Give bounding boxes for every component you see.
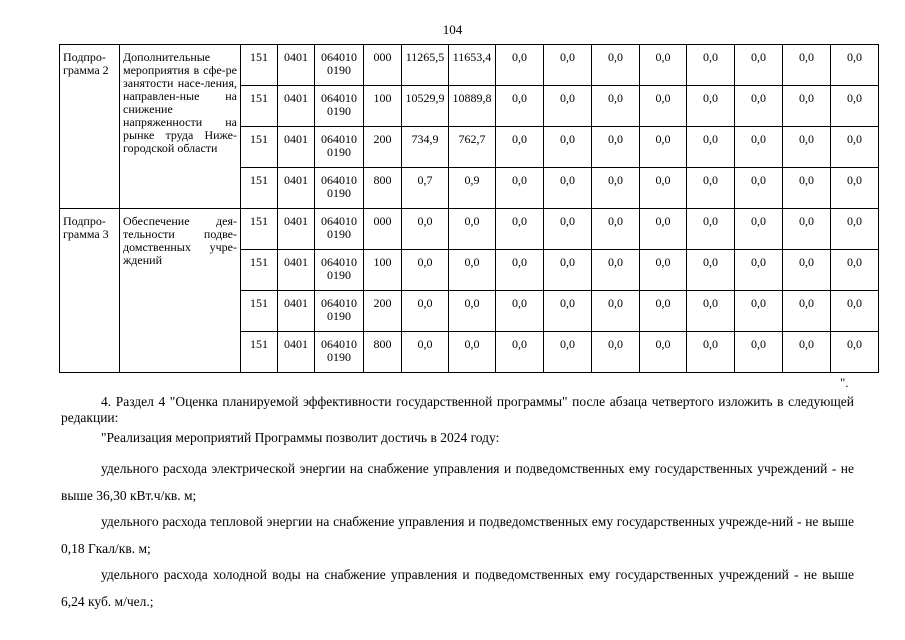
table-cell: 0,0 — [831, 332, 879, 373]
table-cell: 0,0 — [687, 291, 735, 332]
table-cell: 0,0 — [687, 168, 735, 209]
table-cell: 0,0 — [783, 45, 831, 86]
table-cell: 0,0 — [402, 332, 449, 373]
table-cell: 0,0 — [831, 45, 879, 86]
table-cell: 0,0 — [735, 168, 783, 209]
table-cell: 0,0 — [783, 250, 831, 291]
table-cell: 0,0 — [687, 332, 735, 373]
table-cell: 0,0 — [687, 209, 735, 250]
subprogram-description-cell: Обеспечение дея-тельности подве-домственных учре-ждений — [120, 209, 241, 373]
table-cell: 0,0 — [544, 168, 592, 209]
table-cell: 200 — [364, 127, 402, 168]
table-cell: 151 — [241, 168, 278, 209]
table-cell: 200 — [364, 291, 402, 332]
table-cell: 151 — [241, 332, 278, 373]
table-cell: 0,0 — [592, 209, 640, 250]
table-cell: 0,0 — [496, 250, 544, 291]
table-cell: 0,0 — [544, 250, 592, 291]
table-cell: 800 — [364, 332, 402, 373]
table-cell: 0,0 — [496, 332, 544, 373]
table-cell: 064010 0190 — [315, 86, 364, 127]
table-cell: 064010 0190 — [315, 45, 364, 86]
table-cell: 0,0 — [544, 86, 592, 127]
table-cell: 11653,4 — [449, 45, 496, 86]
table-cell: 0,0 — [449, 250, 496, 291]
table-cell: 151 — [241, 291, 278, 332]
table-cell: 0,0 — [544, 127, 592, 168]
table-cell: 0,0 — [449, 291, 496, 332]
table-cell: 0401 — [278, 209, 315, 250]
table-cell: 0,0 — [687, 250, 735, 291]
table-cell: 0,0 — [640, 209, 687, 250]
table-cell: 0,0 — [831, 86, 879, 127]
table-row — [60, 209, 879, 250]
table-cell: 0,0 — [783, 168, 831, 209]
table-cell: 0,0 — [592, 291, 640, 332]
table-cell: 0,0 — [496, 86, 544, 127]
table-cell: 0,0 — [735, 86, 783, 127]
table-cell: 0,0 — [544, 45, 592, 86]
table-cell: 0,0 — [735, 332, 783, 373]
table-cell: 0,0 — [544, 332, 592, 373]
table-cell: 0401 — [278, 291, 315, 332]
table-cell: 0,0 — [449, 209, 496, 250]
closing-quote: ". — [840, 375, 849, 390]
table-cell: 0,0 — [402, 250, 449, 291]
table-cell: 151 — [241, 209, 278, 250]
table-cell: 10529,9 — [402, 86, 449, 127]
table-cell: 0,9 — [449, 168, 496, 209]
table-cell: 000 — [364, 45, 402, 86]
table-cell: 0,0 — [592, 250, 640, 291]
subprogram-cell: Подпро-грамма 3 — [60, 209, 120, 373]
table-cell: 11265,5 — [402, 45, 449, 86]
table-cell: 0,0 — [783, 291, 831, 332]
table-cell: 064010 0190 — [315, 250, 364, 291]
table-cell: 0,0 — [640, 250, 687, 291]
table-cell: 0,0 — [496, 127, 544, 168]
table-cell: 151 — [241, 127, 278, 168]
table-cell: 0,0 — [402, 291, 449, 332]
table-cell: 0,0 — [687, 86, 735, 127]
table-cell: 0,0 — [783, 86, 831, 127]
budget-table — [59, 44, 879, 373]
table-cell: 151 — [241, 86, 278, 127]
subprogram-description-cell: Дополнительные мероприятия в сфе-ре занятости насе-ления, направлен-ные на снижение напряженности на рынке труда Ниже-городской области — [120, 45, 241, 209]
water-target-paragraph: удельного расхода холодной воды на снабжение управления и подведомственных ему государственных учреждений - не выше 6,24 куб. м/чел.; — [61, 567, 854, 609]
table-cell: 0,0 — [783, 209, 831, 250]
table-cell: 0401 — [278, 86, 315, 127]
table-cell: 0,0 — [640, 45, 687, 86]
table-cell: 0,0 — [831, 127, 879, 168]
table-cell: 0401 — [278, 45, 315, 86]
electricity-target-paragraph: удельного расхода электрической энергии на снабжение управления и подведомственных ему государственных учреждений - не выше 36,30 кВт.ч/кв. м; — [61, 461, 854, 503]
table-cell: 0401 — [278, 250, 315, 291]
table-cell: 0,0 — [544, 291, 592, 332]
table-cell: 0,0 — [640, 127, 687, 168]
table-cell: 0,0 — [687, 127, 735, 168]
table-cell: 0,0 — [687, 45, 735, 86]
table-cell: 0,0 — [592, 332, 640, 373]
heat-target-paragraph: удельного расхода тепловой энергии на снабжение управления и подведомственных ему государственных учрежде-ний - не выше 0,18 Гкал/кв. м; — [61, 514, 854, 556]
table-cell: 0,0 — [735, 250, 783, 291]
table-cell: 0401 — [278, 127, 315, 168]
table-cell: 0,0 — [640, 86, 687, 127]
table-cell: 064010 0190 — [315, 332, 364, 373]
table-cell: 151 — [241, 250, 278, 291]
table-cell: 0,0 — [592, 45, 640, 86]
table-cell: 10889,8 — [449, 86, 496, 127]
table-cell: 0,0 — [735, 127, 783, 168]
table-cell: 0,0 — [496, 168, 544, 209]
table-cell: 0,0 — [735, 209, 783, 250]
table-cell: 0,0 — [592, 168, 640, 209]
table-cell: 0,0 — [831, 291, 879, 332]
page-number: 104 — [442, 22, 463, 37]
table-cell: 0,0 — [544, 209, 592, 250]
table-body — [60, 45, 879, 373]
table-row — [60, 45, 879, 86]
table-cell: 100 — [364, 250, 402, 291]
table-cell: 0,0 — [592, 127, 640, 168]
table-cell: 0,0 — [592, 86, 640, 127]
table-cell: 0,0 — [735, 291, 783, 332]
table-cell: 0,0 — [402, 209, 449, 250]
table-cell: 0,0 — [640, 291, 687, 332]
table-cell: 0,0 — [735, 45, 783, 86]
table-cell: 0,0 — [783, 127, 831, 168]
table-cell: 064010 0190 — [315, 291, 364, 332]
table-cell: 064010 0190 — [315, 127, 364, 168]
table-cell: 0,7 — [402, 168, 449, 209]
table-cell: 151 — [241, 45, 278, 86]
table-cell: 064010 0190 — [315, 209, 364, 250]
table-cell: 000 — [364, 209, 402, 250]
subprogram-cell: Подпро-грамма 2 — [60, 45, 120, 209]
table-cell: 0,0 — [831, 209, 879, 250]
quote-opening-paragraph: "Реализация мероприятий Программы позволит достичь в 2024 году: — [101, 430, 500, 445]
amendment-paragraph: 4. Раздел 4 "Оценка планируемой эффективности государственной программы" после абзаца четвертого изложить в следующей редакции: — [61, 394, 854, 425]
table-cell: 100 — [364, 86, 402, 127]
table-cell: 0,0 — [783, 332, 831, 373]
table-cell: 0,0 — [640, 332, 687, 373]
table-cell: 800 — [364, 168, 402, 209]
table-cell: 0,0 — [449, 332, 496, 373]
table-cell: 0,0 — [496, 45, 544, 86]
table-cell: 734,9 — [402, 127, 449, 168]
table-cell: 064010 0190 — [315, 168, 364, 209]
table-cell: 0401 — [278, 332, 315, 373]
table-cell: 762,7 — [449, 127, 496, 168]
table-cell: 0,0 — [831, 250, 879, 291]
table-cell: 0,0 — [496, 209, 544, 250]
table-cell: 0,0 — [831, 168, 879, 209]
table-cell: 0,0 — [640, 168, 687, 209]
table-cell: 0,0 — [496, 291, 544, 332]
table-cell: 0401 — [278, 168, 315, 209]
